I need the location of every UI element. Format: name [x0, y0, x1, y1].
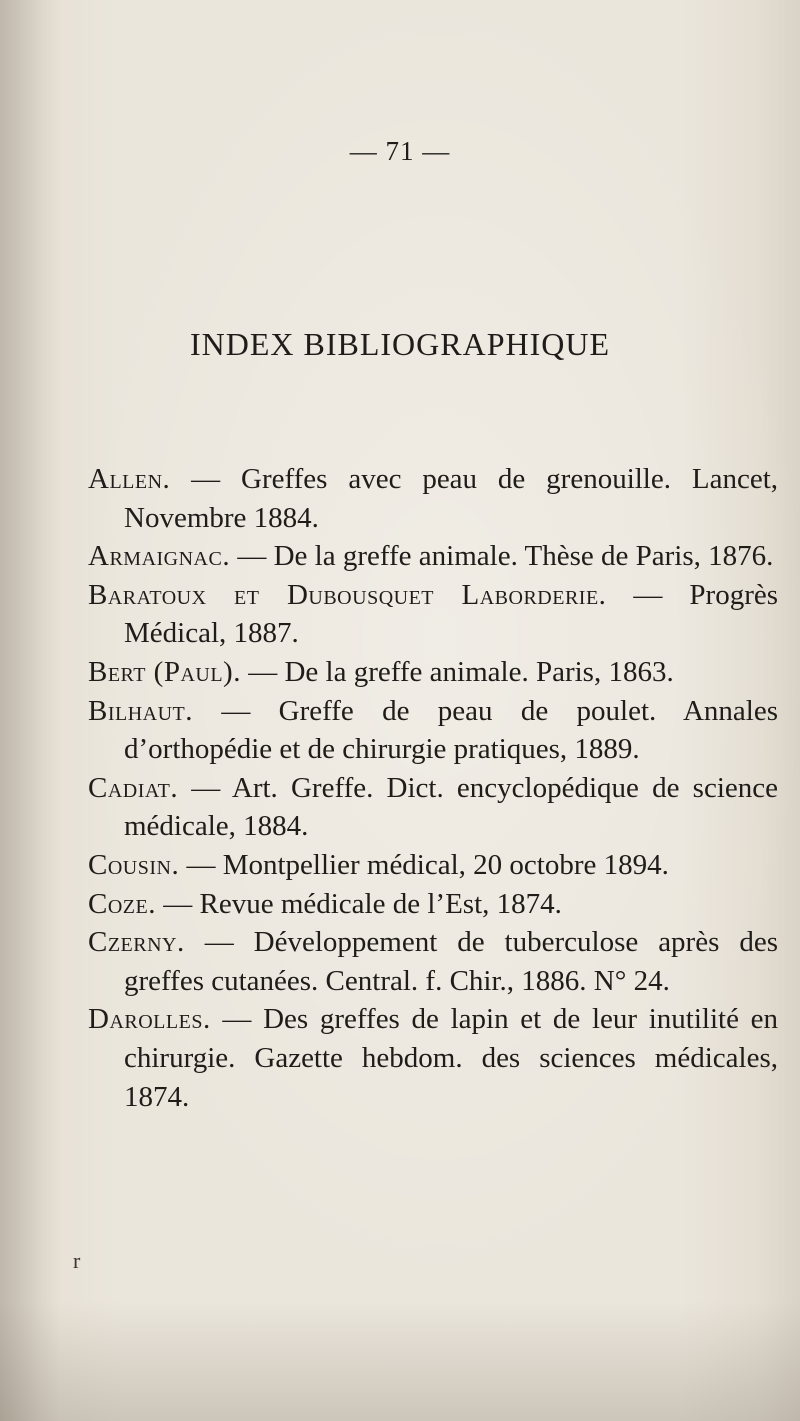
bibliography-entry: [88, 692, 778, 769]
entry-author: Cousin.: [88, 848, 180, 881]
bibliography-entry: [88, 769, 778, 846]
page-number: — 71 —: [349, 136, 451, 166]
entry-text: — Revue médicale de l’Est, 1874.: [155, 887, 562, 920]
entry-text: — Greffes avec peau de grenouille. Lancet, Novembre 1884.: [124, 463, 778, 534]
bibliography-entry: [88, 923, 778, 1000]
entry-text: — Montpellier médical, 20 octobre 1894.: [179, 848, 669, 881]
bibliography-entry: [88, 576, 778, 653]
entry-text: — Développement de tuberculose après des greffes cutanées. Central. f. Chir., 1886. N° 24.: [124, 926, 778, 997]
entry-text: — De la greffe animale. Thèse de Paris, 1876.: [230, 540, 774, 573]
entry-text: — De la greffe animale. Paris, 1863.: [240, 655, 674, 688]
entry-author: Coze.: [88, 887, 156, 920]
page-title: INDEX BIBLIOGRAPHIQUE: [189, 326, 611, 362]
entry-text: — Greffe de peau de poulet. Annales d’orthopédie et de chirurgie pratiques, 1889.: [124, 694, 778, 766]
entry-text: — Des greffes de lapin et de leur inutilité en chirurgie. Gazette hebdom. des sciences médicales, 1874.: [124, 1003, 778, 1113]
entry-author: Czerny.: [88, 926, 185, 959]
page-shadow-left: [0, 0, 60, 1421]
entry-text: — Progrès Médical, 1887.: [124, 578, 779, 650]
bibliography-entry: [88, 1000, 778, 1116]
entry-author: Baratoux et Dubousquet Laborderie.: [88, 578, 607, 611]
entry-author: Bert (Paul).: [88, 655, 241, 688]
bibliography-entry: [88, 653, 778, 692]
entry-author: Armaignac.: [88, 540, 231, 573]
entry-author: Allen.: [88, 463, 171, 495]
bibliography-entry: [88, 537, 778, 576]
bibliography-entry: [88, 846, 778, 885]
page-shadow-bottom: [0, 1301, 800, 1421]
entry-text: — Art. Greffe. Dict. encyclopédique de science médicale, 1884.: [124, 771, 778, 843]
bibliography-entry: [88, 885, 778, 924]
stray-mark: r: [73, 1248, 81, 1273]
entry-author: Darolles.: [88, 1003, 211, 1036]
bibliography-entry: [88, 460, 778, 537]
bibliography-list: [88, 460, 778, 1116]
entry-author: Cadiat.: [88, 771, 179, 804]
entry-author: Bilhaut.: [88, 694, 194, 727]
